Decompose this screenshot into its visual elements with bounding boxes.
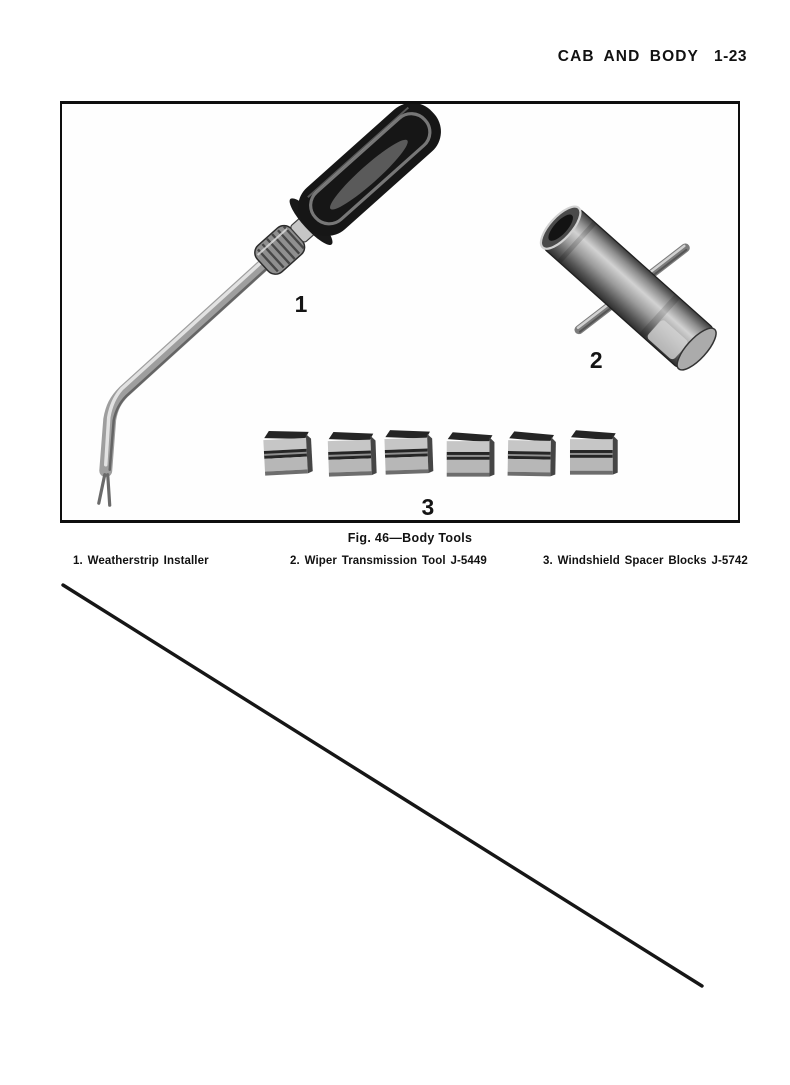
callout-2: 2 (589, 347, 603, 374)
page-header (558, 48, 747, 66)
header-title: CAB AND BODY (557, 48, 699, 65)
legend-item-1: 1. Weatherstrip Installer (73, 555, 209, 567)
figure-illustration (62, 104, 738, 520)
legend-item-2: 2. Wiper Transmission Tool J-5449 (290, 555, 487, 567)
callout-1: 1 (294, 291, 308, 317)
figure-box (60, 101, 740, 523)
spacer-blocks-illustration (263, 429, 618, 520)
wiper-transmission-tool-illustration (535, 201, 722, 376)
figure-caption: Fig. 46—Body Tools (347, 531, 473, 545)
header-page-number: 1-23 (713, 48, 747, 65)
callout-3: 3 (421, 494, 435, 520)
legend-item-3: 3. Windshield Spacer Blocks J-5742 (543, 555, 748, 567)
